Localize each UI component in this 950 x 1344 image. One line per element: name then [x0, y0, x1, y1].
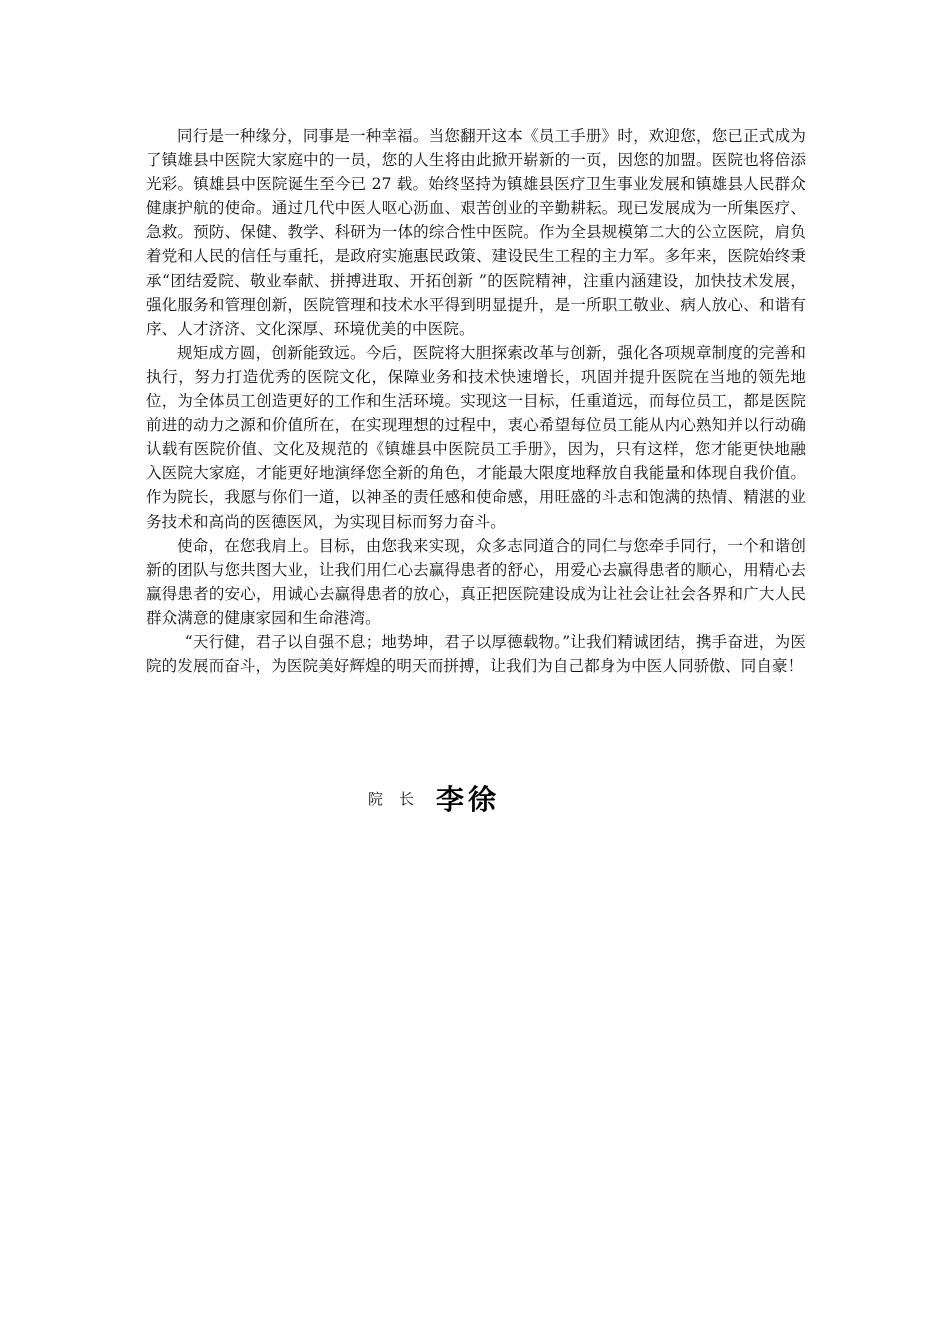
- paragraph-closing: “天行健，君子以自强不息；地势坤，君子以厚德载物。”让我们精诚团结，携手奋进，为医院的发展而奋斗，为医院美好辉煌的明天而拼搏，让我们为自己都身为中医人同骄傲、同自豪！: [146, 632, 806, 676]
- paragraph-innovation: 规矩成方圆，创新能致远。今后，医院将大胆探索改革与创新，强化各项规章制度的完善和执行，努力打造优秀的医院文化，保障业务和技术快速增长，巩固并提升医院在当地的领先地位，为全体员工创造更好的工作和生活环境。实现这一目标，任重道远，而每位员工，都是医院前进的动力之源和价值所在，在实现理想的过程中，衷心希望每位员工能从内心熟知并以行动确认载有医院价值、文化及规范的《镇雄县中医院员工手册》，因为，只有这样，您才能更快地融入医院大家庭，才能更好地演绎您全新的角色，才能最大限度地释放自我能量和体现自我价值。作为院长，我愿与你们一道，以神圣的责任感和使命感，用旺盛的斗志和饱满的热情、精湛的业务技术和高尚的医德医风，为实现目标而努力奋斗。: [146, 343, 806, 531]
- signature-block: [368, 776, 500, 820]
- letter-body: [146, 124, 806, 678]
- paragraph-mission: 使命，在您我肩上。目标，由您我来实现，众多志同道合的同仁与您牵手同行，一个和谐创新的团队与您共图大业，让我们用仁心去赢得患者的舒心，用爱心去赢得患者的顺心，用精心去赢得患者的安心，用诚心去赢得患者的放心，真正把医院建设成为让社会让社会各界和广大人民群众满意的健康家园和生命港湾。: [146, 536, 806, 627]
- signature-name: 李徐: [436, 783, 501, 816]
- paragraph-welcome: 同行是一种缘分，同事是一种幸福。当您翻开这本《员工手册》时，欢迎您，您已正式成为了镇雄县中医院大家庭中的一员，您的人生将由此掀开崭新的一页，因您的加盟。医院也将倍添光彩。镇雄县中医院诞生至今已 27 载。始终坚持为镇雄县医疗卫生事业发展和镇雄县人民群众健康护航的使命。通过几代中医人呕心沥血、艰苦创业的辛勤耕耘。现已发展成为一所集医疗、急救。预防、保健、教学、科研为一体的综合性中医院。作为全县规模第二大的公立医院，肩负着党和人民的信任与重托，是政府实施惠民政策、建设民生工程的主力军。多年来，医院始终秉承“团结爱院、敬业奉献、拼搏进取、开拓创新 ”的医院精神，注重内涵建设，加快技术发展，强化服务和管理创新，医院管理和技术水平得到明显提升，是一所职工敬业、病人放心、和谐有序、人才济济、文化深厚、环境优美的中医院。: [146, 127, 806, 338]
- signature-title: 院长: [368, 789, 431, 808]
